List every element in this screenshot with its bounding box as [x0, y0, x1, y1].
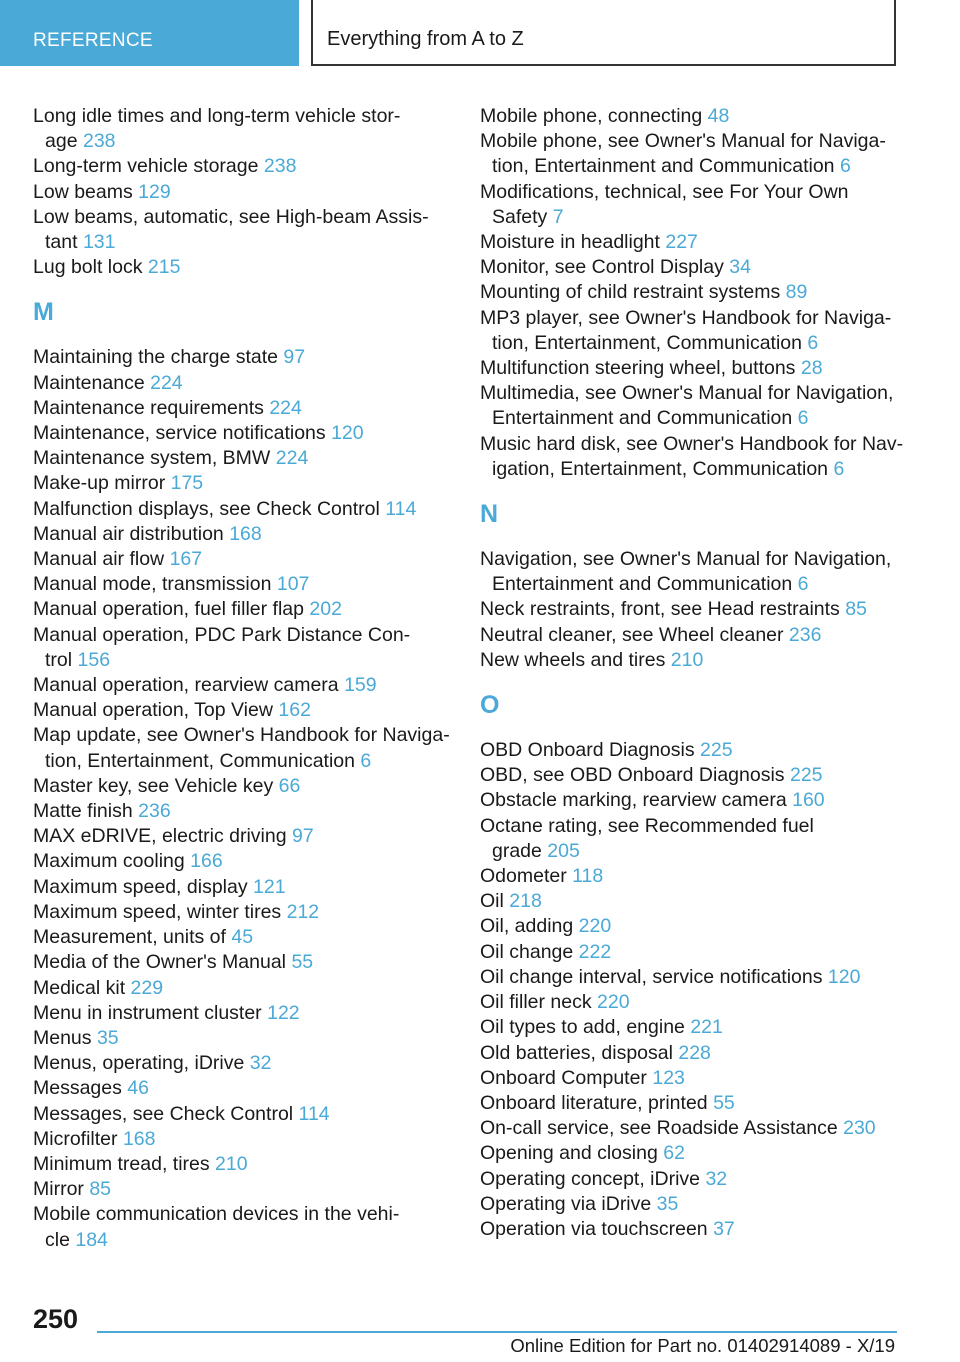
index-entry [480, 280, 900, 305]
index-entry [480, 306, 900, 356]
index-entry [480, 788, 900, 813]
entry-continuation: tion, Entertainment and Communication [492, 155, 835, 178]
index-entry [33, 673, 463, 698]
index-entry [480, 990, 900, 1015]
entry-continuation: cle [45, 1228, 70, 1251]
page-link[interactable]: 156 [77, 648, 111, 671]
entry-text: On-call service, see Roadside Assistance [480, 1117, 838, 1140]
page-link[interactable]: 225 [789, 764, 823, 787]
entry-text: Manual operation, fuel filler flap [33, 598, 304, 621]
entry-text: Maintenance, service notifications [33, 422, 326, 445]
index-entry [480, 1192, 900, 1217]
page-link[interactable]: 123 [652, 1066, 685, 1089]
index-entry [480, 763, 900, 788]
index-entry [33, 471, 463, 496]
index-entry [480, 1141, 900, 1166]
index-entry [33, 180, 463, 205]
index-entry [33, 396, 463, 421]
entry-continuation: Entertainment and Communication [492, 407, 793, 430]
entry-text: Obstacle marking, rearview camera [480, 789, 787, 812]
entry-text: Measurement, units of [33, 926, 226, 949]
index-entry [33, 255, 463, 280]
page-link[interactable]: 6 [839, 155, 851, 178]
index-entry [480, 356, 900, 381]
section-tab [0, 0, 299, 66]
page-link[interactable]: 34 [729, 256, 751, 279]
index-entry [33, 547, 463, 572]
entry-text: Neck restraints, front, see Head restraints [480, 598, 840, 621]
page-link[interactable]: 210 [670, 648, 704, 671]
entry-text: Maintaining the charge state [33, 346, 278, 369]
entry-continuation: Entertainment and Communication [492, 573, 793, 596]
page-header [0, 0, 960, 66]
page-number: 250 [33, 1304, 79, 1334]
entry-text: Opening and closing [480, 1142, 658, 1165]
page-link[interactable]: 37 [713, 1217, 735, 1240]
entry-text: Operating concept, iDrive [480, 1167, 701, 1190]
index-entry [480, 180, 900, 230]
page-link[interactable]: 121 [253, 875, 286, 898]
page-link[interactable]: 168 [122, 1127, 156, 1150]
page-link[interactable]: 220 [578, 915, 612, 938]
index-entry [33, 698, 463, 723]
chapter-title-box [311, 0, 896, 66]
entry-text: Onboard literature, printed [480, 1091, 708, 1114]
entry-text: Moisture in headlight [480, 231, 660, 254]
index-entry [33, 925, 463, 950]
entry-text: Manual operation, PDC Park Distance Con- [33, 623, 411, 646]
entry-text: Long idle times and long-term vehicle stor- [33, 105, 401, 127]
page-link[interactable]: 85 [89, 1178, 112, 1201]
index-entry [33, 1202, 463, 1252]
entry-text: Mobile phone, connecting [480, 105, 703, 127]
page-link[interactable]: 159 [344, 674, 377, 697]
entry-text: Oil filler neck [480, 991, 592, 1014]
page-link[interactable]: 212 [286, 900, 320, 923]
index-entry [33, 875, 463, 900]
entry-text: Maximum cooling [33, 850, 185, 873]
entry-text: Matte finish [33, 800, 133, 823]
page-link[interactable]: 218 [509, 890, 542, 913]
page-link[interactable]: 85 [845, 598, 867, 621]
index-entry [480, 1041, 900, 1066]
entry-text: Operation via touchscreen [480, 1217, 708, 1240]
index-entry [480, 597, 900, 622]
index-entry [33, 104, 463, 154]
entry-text: Mounting of child restraint systems [480, 281, 781, 304]
page-link[interactable]: 224 [150, 371, 183, 394]
page-link[interactable]: 224 [269, 396, 302, 419]
index-entry [33, 799, 463, 824]
entry-text: Maintenance [33, 371, 145, 394]
index-entry [33, 572, 463, 597]
entry-continuation: grade [492, 839, 542, 862]
page-link[interactable]: 35 [96, 1026, 119, 1049]
index-entry [33, 421, 463, 446]
index-entry [480, 381, 900, 431]
entry-continuation: tion, Entertainment, Communication [492, 331, 802, 354]
index-entry [33, 1051, 463, 1076]
page-link[interactable]: 168 [229, 522, 262, 545]
entry-text: Maximum speed, display [33, 875, 248, 898]
entry-continuation: igation, Entertainment, Communication [492, 457, 829, 480]
page-link[interactable]: 228 [678, 1041, 711, 1064]
page-link[interactable]: 45 [231, 926, 254, 949]
index-entry [480, 814, 900, 864]
entry-text: Menu in instrument cluster [33, 1001, 262, 1024]
entry-text: OBD, see OBD Onboard Diagnosis [480, 764, 785, 787]
page-link[interactable]: 32 [705, 1167, 728, 1190]
page-link[interactable]: 215 [147, 256, 181, 279]
entry-text: Manual operation, Top View [33, 699, 273, 722]
index-entry [480, 864, 900, 889]
page-link[interactable]: 236 [788, 623, 822, 646]
entry-text: Operating via iDrive [480, 1192, 652, 1215]
page-link[interactable]: 120 [827, 965, 861, 988]
entry-text: Minimum tread, tires [33, 1152, 210, 1175]
page-link[interactable]: 202 [309, 598, 342, 621]
index-entry [33, 1177, 463, 1202]
page-link[interactable]: 205 [547, 839, 580, 862]
index-entry [33, 900, 463, 925]
index-entry [480, 914, 900, 939]
index-entry [33, 1127, 463, 1152]
page-link[interactable]: 166 [190, 850, 223, 873]
entry-text: Navigation, see Owner's Manual for Navigation, [480, 548, 892, 571]
page-link[interactable]: 48 [707, 105, 730, 127]
entry-text: New wheels and tires [480, 648, 666, 671]
index-entry [33, 345, 463, 370]
entry-text: Oil change [480, 940, 574, 963]
index-entry [480, 1091, 900, 1116]
index-entry [33, 154, 463, 179]
page-link[interactable]: 114 [298, 1102, 330, 1125]
index-entry [480, 738, 900, 763]
entry-text: Messages [33, 1077, 122, 1100]
page-link[interactable]: 118 [572, 865, 604, 888]
index-letter-heading: O [480, 691, 500, 720]
entry-text: OBD Onboard Diagnosis [480, 739, 695, 762]
entry-text: Oil, adding [480, 915, 574, 938]
index-letter-heading: N [480, 500, 499, 529]
page-link[interactable]: 35 [656, 1192, 679, 1215]
entry-text: MAX eDRIVE, electric driving [33, 825, 287, 848]
index-entry [480, 1066, 900, 1091]
page-link[interactable]: 114 [385, 497, 417, 520]
entry-text: Medical kit [33, 976, 126, 999]
index-entry [480, 965, 900, 990]
index-entry [33, 1102, 463, 1127]
page-link[interactable]: 62 [663, 1142, 685, 1165]
index-column-right [480, 104, 904, 1242]
index-entry [480, 255, 900, 280]
page-link[interactable]: 55 [291, 951, 314, 974]
entry-text: Onboard Computer [480, 1066, 647, 1089]
index-entry [480, 129, 900, 179]
index-entry [480, 889, 900, 914]
page-link[interactable]: 55 [713, 1091, 735, 1114]
entry-text: Oil types to add, engine [480, 1016, 685, 1039]
page-link[interactable]: 131 [82, 231, 116, 254]
index-entry [33, 1152, 463, 1177]
entry-text: Maintenance system, BMW [33, 447, 271, 470]
entry-text: Oil change interval, service notifications [480, 965, 823, 988]
index-entry [33, 1076, 463, 1101]
index-entry [480, 1167, 900, 1192]
entry-text: Maximum speed, winter tires [33, 900, 282, 923]
entry-text: Map update, see Owner's Handbook for Naviga- [33, 724, 450, 747]
page-link[interactable]: 227 [665, 231, 698, 254]
entry-text: Low beams [33, 180, 133, 203]
index-entry [33, 1026, 463, 1051]
page-link[interactable]: 167 [169, 548, 203, 571]
page-link[interactable]: 6 [807, 331, 819, 354]
index-entry [33, 205, 463, 255]
entry-text: Menus [33, 1026, 92, 1049]
page-link[interactable]: 66 [278, 774, 301, 797]
page-link[interactable]: 184 [75, 1228, 108, 1251]
index-column-left [33, 104, 463, 1253]
entry-text: Music hard disk, see Owner's Handbook for Nav- [480, 432, 904, 455]
entry-text: Lug bolt lock [33, 256, 143, 279]
index-entry [33, 371, 463, 396]
page-link[interactable]: 107 [276, 573, 310, 596]
index-entry [33, 522, 463, 547]
entry-continuation: age [45, 130, 78, 153]
entry-text: Monitor, see Control Display [480, 256, 724, 279]
page-link[interactable]: 6 [797, 573, 809, 596]
page-link[interactable]: 7 [552, 205, 564, 228]
page-link[interactable]: 97 [283, 346, 306, 369]
page-link[interactable]: 89 [785, 281, 808, 304]
entry-text: Manual air distribution [33, 522, 224, 545]
entry-text: Octane rating, see Recommended fuel [480, 814, 814, 837]
page-link[interactable]: 222 [578, 940, 612, 963]
page-link[interactable]: 160 [792, 789, 825, 812]
edition-note: Online Edition for Part no. 01402914089 - X/19 [510, 1335, 895, 1356]
page-link[interactable]: 225 [700, 739, 733, 762]
index-entry [480, 1015, 900, 1040]
page-link[interactable]: 32 [249, 1052, 272, 1075]
page-link[interactable]: 162 [278, 699, 311, 722]
index-entry [33, 623, 463, 673]
page-link[interactable]: 210 [215, 1152, 248, 1175]
index-entry [480, 1116, 900, 1141]
index-entry [33, 976, 463, 1001]
page-link[interactable]: 238 [263, 155, 297, 178]
entry-text: Oil [480, 890, 504, 913]
page-link[interactable]: 6 [797, 407, 809, 430]
index-letter-heading: M [33, 298, 54, 327]
index-entry [480, 104, 900, 129]
index-entry [480, 1217, 900, 1242]
page-link[interactable]: 129 [138, 180, 171, 203]
entry-text: Manual operation, rearview camera [33, 674, 339, 697]
entry-text: Mobile phone, see Owner's Manual for Naviga- [480, 130, 886, 153]
entry-text: Manual air flow [33, 548, 165, 571]
index-entry [480, 623, 900, 648]
index-entry [480, 648, 900, 673]
entry-text: Maintenance requirements [33, 396, 264, 419]
index-entry [33, 950, 463, 975]
index-entry [33, 774, 463, 799]
index-entry [33, 497, 463, 522]
index-entry [33, 723, 463, 773]
index-entry [33, 446, 463, 471]
index-entry [480, 432, 904, 482]
entry-continuation: Safety [492, 205, 548, 228]
entry-continuation: tion, Entertainment, Communication [45, 749, 355, 772]
entry-text: Manual mode, transmission [33, 573, 272, 596]
page-link[interactable]: 6 [833, 457, 845, 480]
page-link[interactable]: 46 [127, 1077, 149, 1100]
entry-text: Media of the Owner's Manual [33, 951, 287, 974]
footer-divider [97, 1331, 897, 1333]
section-label: REFERENCE [33, 30, 153, 51]
page-link[interactable]: 221 [690, 1016, 723, 1039]
entry-text: Multifunction steering wheel, buttons [480, 357, 796, 380]
entry-text: Microfilter [33, 1127, 118, 1150]
index-entry [33, 849, 463, 874]
entry-text: Make-up mirror [33, 472, 166, 495]
page-link[interactable]: 6 [360, 749, 372, 772]
page-link[interactable]: 236 [138, 800, 171, 823]
page-link[interactable]: 122 [267, 1001, 300, 1024]
entry-text: Messages, see Check Control [33, 1102, 294, 1125]
entry-text: Long-term vehicle storage [33, 155, 259, 178]
entry-text: Low beams, automatic, see High-beam Assis- [33, 205, 429, 228]
page-link[interactable]: 229 [130, 976, 164, 999]
entry-text: Malfunction displays, see Check Control [33, 497, 380, 520]
entry-text: Mirror [33, 1178, 84, 1201]
page-link[interactable]: 230 [843, 1117, 876, 1140]
entry-text: Odometer [480, 865, 567, 888]
page-link[interactable]: 175 [170, 472, 204, 495]
entry-text: Menus, operating, iDrive [33, 1052, 245, 1075]
entry-text: Multimedia, see Owner's Manual for Navigation, [480, 382, 894, 405]
chapter-title: Everything from A to Z [327, 28, 524, 50]
page-link[interactable]: 224 [275, 447, 309, 470]
entry-continuation: tant [45, 231, 78, 254]
page-link[interactable]: 238 [82, 130, 116, 153]
page-link[interactable]: 120 [331, 422, 364, 445]
index-entry [480, 547, 900, 597]
entry-text: Old batteries, disposal [480, 1041, 673, 1064]
index-entry [33, 1001, 463, 1026]
entry-continuation: trol [45, 648, 73, 671]
index-entry [33, 824, 463, 849]
entry-text: MP3 player, see Owner's Handbook for Naviga- [480, 306, 892, 329]
page-link[interactable]: 97 [292, 825, 314, 848]
page-link[interactable]: 220 [597, 991, 630, 1014]
entry-text: Master key, see Vehicle key [33, 774, 274, 797]
page-link[interactable]: 28 [800, 357, 823, 380]
index-entry [480, 940, 900, 965]
entry-text: Mobile communication devices in the vehi- [33, 1203, 400, 1226]
index-entry [33, 597, 463, 622]
entry-text: Modifications, technical, see For Your Own [480, 180, 849, 203]
entry-text: Neutral cleaner, see Wheel cleaner [480, 623, 784, 646]
index-entry [480, 230, 900, 255]
